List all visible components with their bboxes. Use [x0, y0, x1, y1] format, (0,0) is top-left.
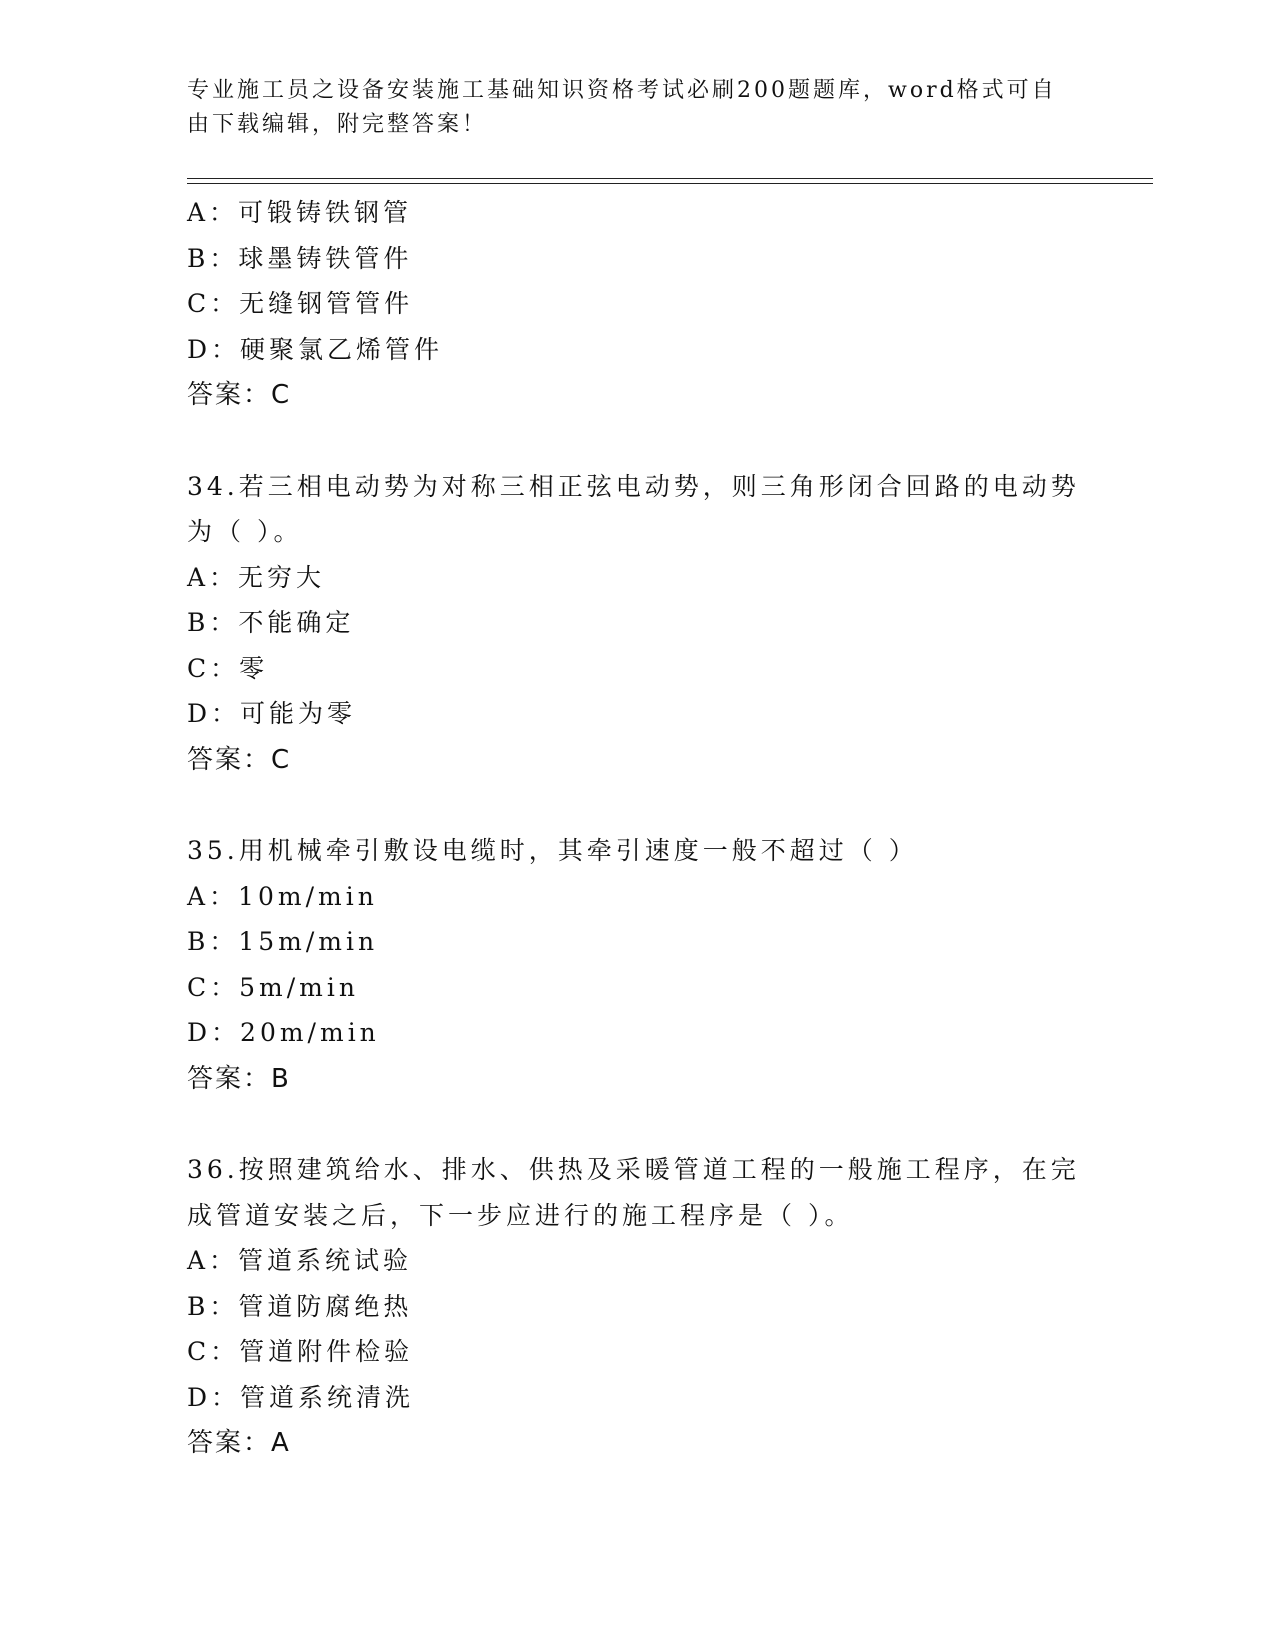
question-block-36: [187, 1147, 1087, 1466]
option-c: C：5m/min: [187, 972, 359, 1002]
option-a: A：10m/min: [187, 881, 378, 911]
answer-text: 答案：B: [187, 1063, 291, 1094]
question-stem: 34.若三相电动势为对称三相正弦电动势，则三角形闭合回路的电动势: [187, 471, 1080, 501]
spacer: [187, 783, 1087, 829]
option-c: C：零: [187, 653, 269, 683]
question-content: [187, 190, 1087, 1466]
option-c: C：管道附件检验: [187, 1337, 414, 1366]
option-a: A：可锻铸铁钢管: [187, 198, 413, 227]
option-b: B：球墨铸铁管件: [187, 243, 413, 273]
option-d: D：可能为零: [187, 699, 357, 728]
option-b: B：15m/min: [187, 927, 379, 956]
answer-text: 答案：A: [187, 1428, 291, 1458]
option-d: D：管道系统清洗: [187, 1382, 415, 1412]
option-a: A：无穷大: [187, 562, 326, 592]
question-stem: 36.按照建筑给水、排水、供热及采暖管道工程的一般施工程序，在完: [187, 1155, 1080, 1184]
question-block-35: [187, 828, 1087, 1102]
option-b: B：管道防腐绝热: [187, 1291, 413, 1321]
header-divider-bottom: [187, 183, 1153, 184]
option-a: A：管道系统试验: [187, 1246, 413, 1275]
answer-text: 答案：C: [187, 380, 292, 410]
header-divider-top: [187, 178, 1153, 179]
spacer: [187, 418, 1087, 464]
question-block-34: [187, 464, 1087, 783]
answer-text: 答案：C: [187, 744, 292, 775]
document-header-title: 专业施工员之设备安装施工基础知识资格考试必刷200题题库，word格式可自由下载编辑，附完整答案！: [187, 78, 1057, 137]
spacer: [187, 1102, 1087, 1148]
option-c: C：无缝钢管管件: [187, 289, 414, 318]
option-d: D：20m/min: [187, 1018, 380, 1047]
question-stem-continued: 为（ ）。: [187, 517, 303, 546]
question-stem: 35.用机械牵引敷设电缆时，其牵引速度一般不超过（ ）: [187, 836, 918, 865]
question-block-33-continued: [187, 190, 1087, 418]
option-d: D：硬聚氯乙烯管件: [187, 334, 444, 364]
option-b: B：不能确定: [187, 608, 355, 637]
question-stem-continued: 成管道安装之后，下一步应进行的施工程序是（ ）。: [187, 1200, 854, 1230]
